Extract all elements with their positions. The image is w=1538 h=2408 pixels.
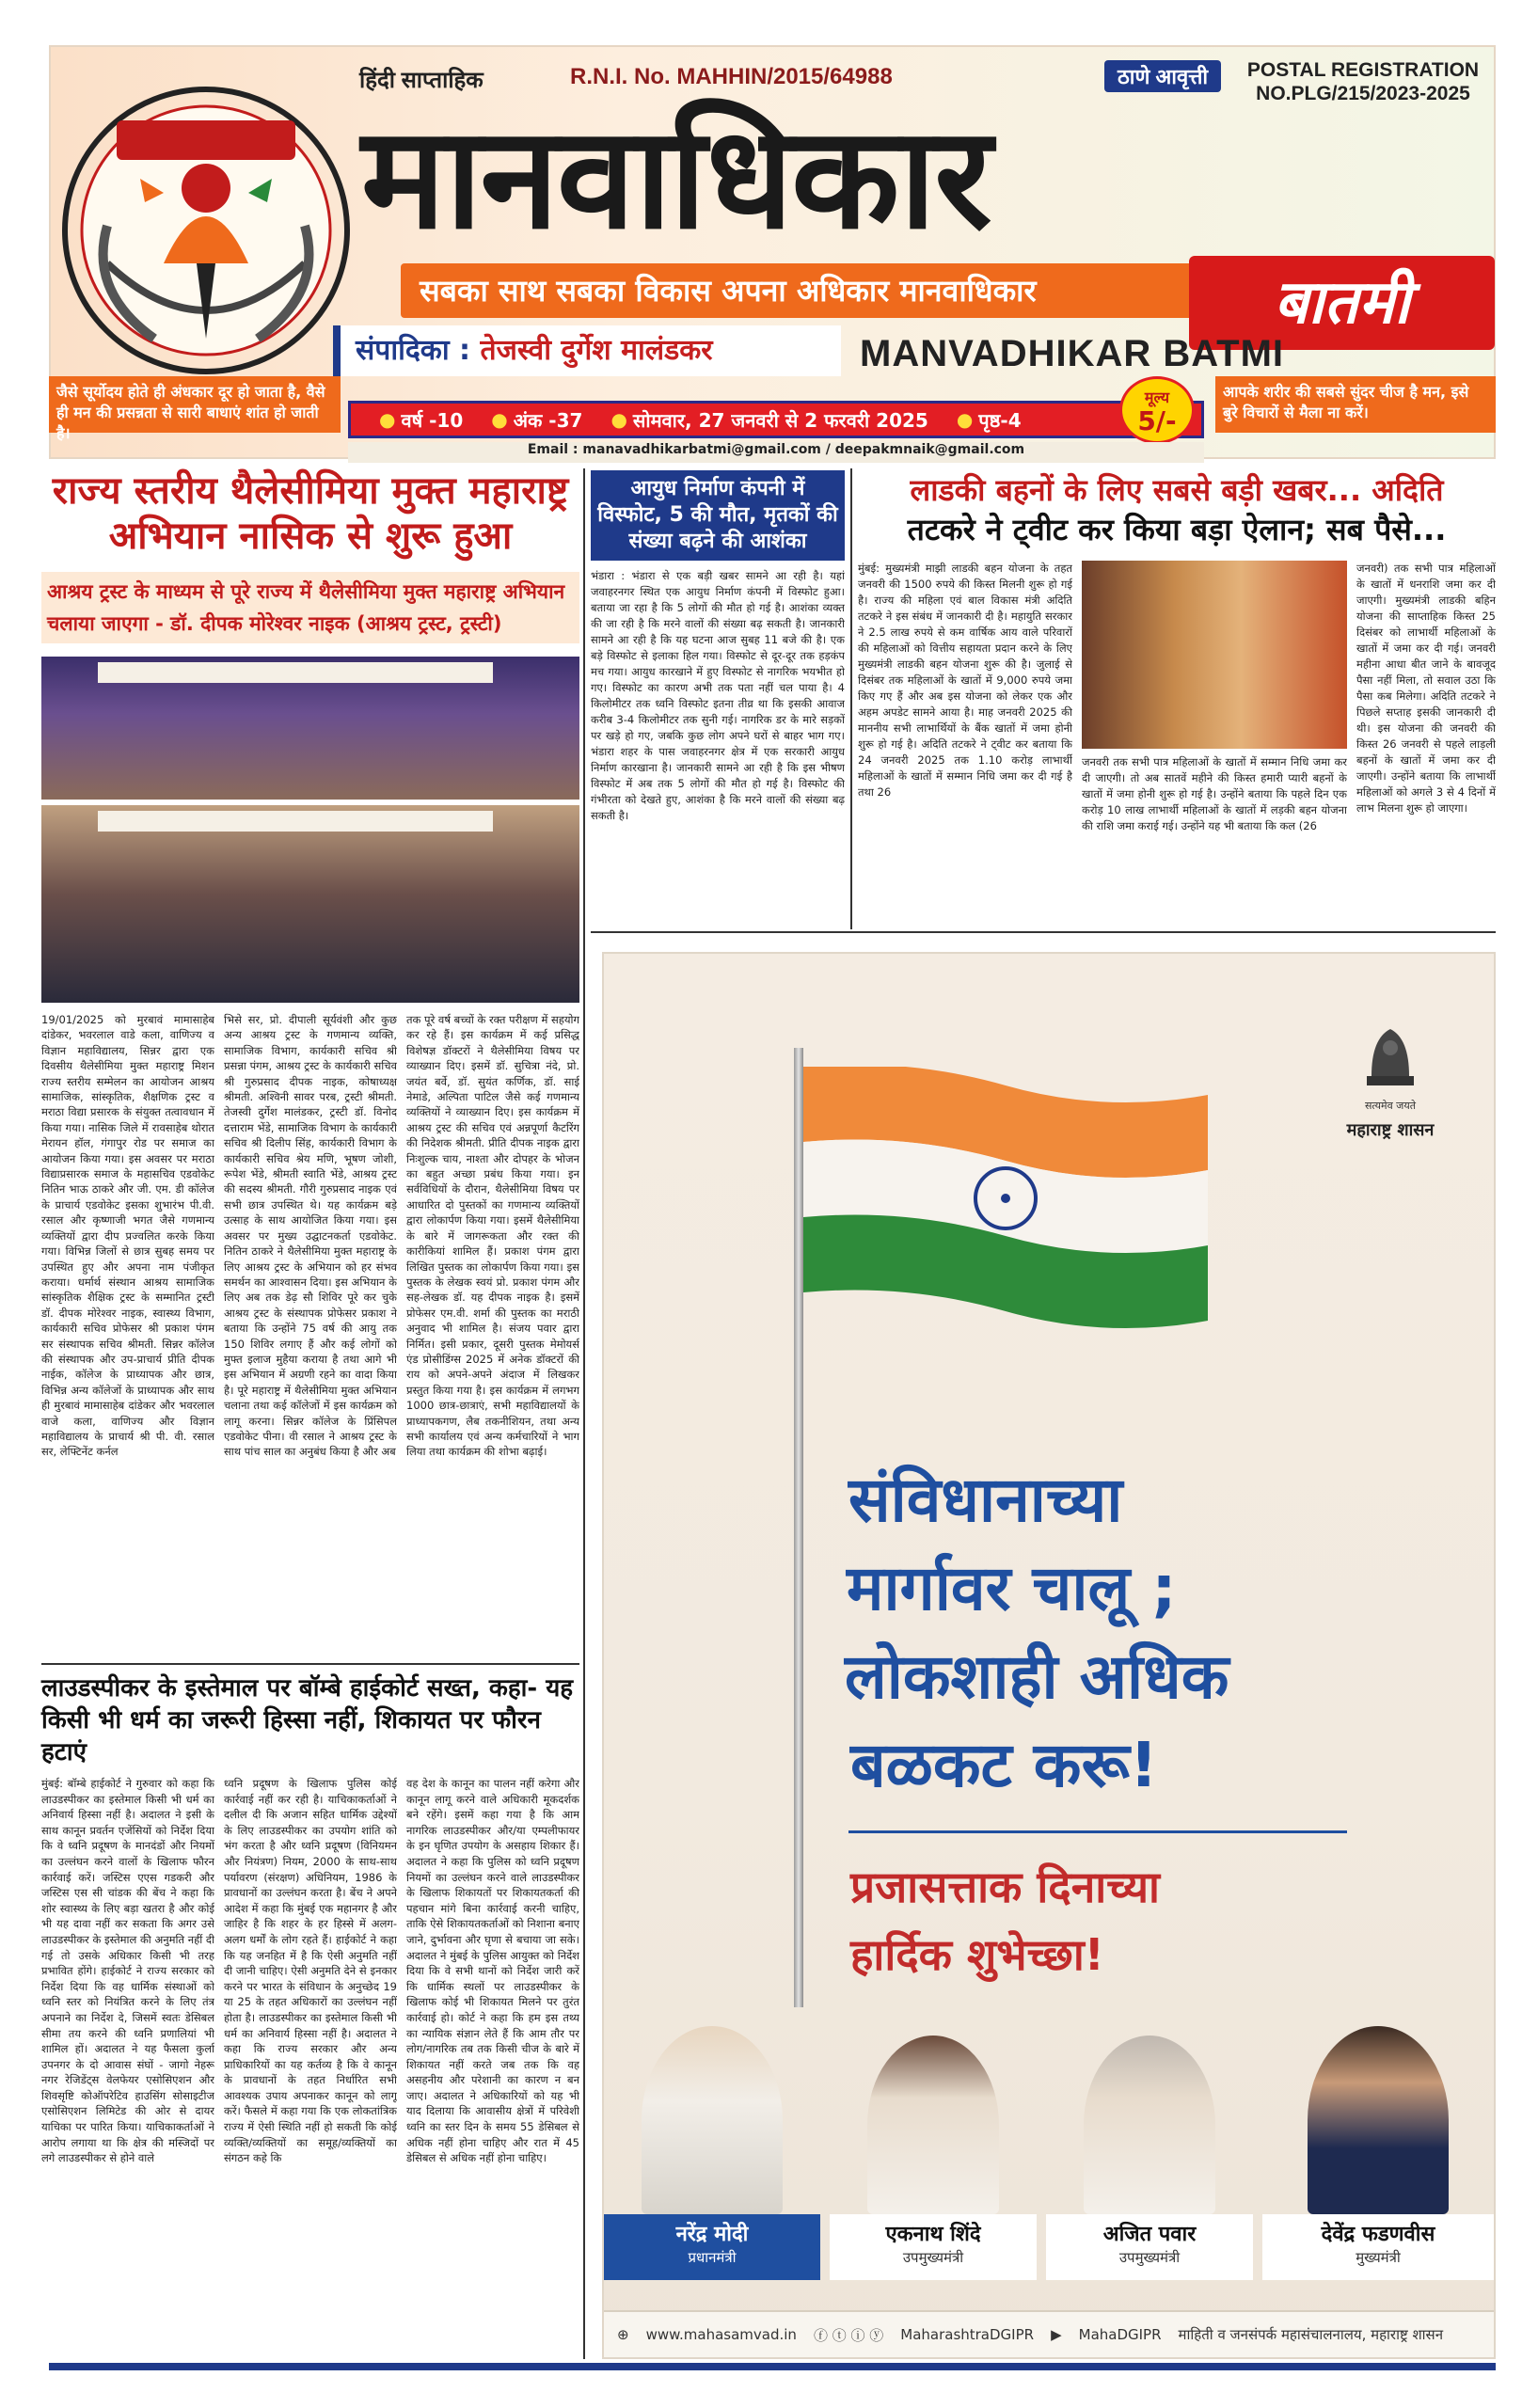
stage-banner <box>98 811 493 832</box>
article-loudspeaker <box>41 1672 579 2359</box>
leader-role: मुख्यमंत्री <box>1356 2249 1401 2266</box>
website-link[interactable]: www.mahasamvad.in <box>645 2326 797 2343</box>
article-body: भंडारा : भंडारा से एक बड़ी खबर सामने आ रही है। यहां जवाहरनगर स्थित एक आयुध निर्माण कंपनी में विस्फोट हुआ। बताया जा रहा है कि 5 लोगों की मौत हो गई है। आशंका व्यक्त की जा रही है कि मरने वालों की संख्या बढ़ सकती है। जानकारी सामने आ रही है कि यह घटना आज सुबह 11 बजे की है। एक बड़े विस्फोट से इलाका हिल गया। विस्फोट से दूर-दूर तक हड़कंप मच गया। आयुध कारखाने में हुए विस्फोट से नागरिक भयभीत हो गए। विस्फोट का कारण अभी तक पता नहीं चल पाया है। 4 किलोमीटर तक ध्वनि विस्फोट इतना तीव्र था कि इसकी आवाज करीब 3-4 किलोमीटर तक सुनी गई। नागरिक डर के मारे सड़कों पर खड़े हो गए, जबकि कुछ लोग अपने घरों से बाहर भाग गए। भंडारा शहर के पास जवाहरनगर क्षेत्र में एक सरकारी आयुध निर्माण कारखाना है। जानकारी सामने आ रही है कि इस भीषण विस्फोट में अब तक 5 लोगों की मौत हो गई है। विस्फोट की गंभीरता को देखते हुए, आशंका है कि मरने वालों की संख्या बढ़ सकती है। <box>591 569 845 822</box>
postal-registration <box>1245 58 1481 105</box>
article-thalassemia <box>41 468 579 1663</box>
article-title: आयुध निर्माण कंपनी में विस्फोट, 5 की मौत, मृतकों की संख्या बढ़ने की आशंका <box>591 470 845 561</box>
english-title: MANVADHIKAR BATMI <box>860 333 1285 374</box>
leader-nameplate <box>604 2214 820 2280</box>
editor-name: तेजस्वी दुर्गेश मालंडकर <box>480 334 713 367</box>
article-column: ध्वनि प्रदूषण के खिलाफ पुलिस कोई कार्रवाई नहीं कर रही है। याचिकाकर्ताओं ने दलील दी कि अजान सहित धार्मिक उद्देश्यों के लिए लाउडस्पीकर का उपयोग शांति को भंग करता है और ध्वनि प्रदूषण (विनियमन और नियंत्रण) नियम, 2000 के साथ-साथ पर्यावरण (संरक्षण) अधिनियम, 1986 के प्रावधानों का उल्लंघन करता है। बेंच ने अपने आदेश में कहा कि मुंबई एक महानगर है और जाहिर है कि शहर के हर हिस्से में अलग-अलग धर्मों के लोग रहते हैं। हाईकोर्ट ने कहा कि यह जनहित में है कि ऐसी अनुमति नहीं दी जानी चाहिए। ऐसी अनुमति देने से इनकार करने पर भारत के संविधान के अनुच्छेद 19 या 25 के तहत अधिकारों का उल्लंघन नहीं होता है। लाउडस्पीकर का इस्तेमाल किसी भी धर्म का अनिवार्य हिस्सा नहीं है। अदालत ने कहा कि राज्य सरकार और अन्य प्राधिकारियों का यह कर्तव्य है कि वे कानून के प्रावधानों के तहत निर्धारित सभी आवश्यक उपाय अपनाकर कानून को लागू करें। फैसले में कहा गया कि एक लोकतांत्रिक राज्य में ऐसी स्थिति नहीं हो सकती कि कोई व्यक्ति/व्यक्तियों का समूह/व्यक्तियों का संगठन कहे कि <box>224 1777 397 2165</box>
leader-name: देवेंद्र फडणवीस <box>1321 2223 1435 2246</box>
ad-headline-line: संविधानाच्या <box>848 1464 1123 1536</box>
page-bottom-bar <box>49 2363 1496 2370</box>
leader-card-pawar <box>1046 1998 1253 2280</box>
section-divider <box>41 1663 579 1665</box>
article-title-line-2: तटकरे ने ट्वीट कर किया बड़ा ऐलान; सब पैसे... <box>907 512 1447 547</box>
globe-icon: ⊕ <box>617 2326 629 2343</box>
logo-emblem-icon <box>51 75 361 386</box>
emblem <box>1343 1020 1437 1141</box>
audience-photo <box>41 805 579 1003</box>
pages-label: पृष्ठ-4 <box>978 408 1022 432</box>
edition-badge: ठाणे आवृत्ती <box>1104 60 1221 92</box>
quote-left: जैसे सूर्योदय होते ही अंधकार दूर हो जाता है, वैसे ही मन की प्रसन्नता से सारी बाधाएं शांत हो जाती है। <box>49 376 341 433</box>
price-label: मूल्य <box>1144 388 1170 406</box>
column-divider <box>850 468 852 929</box>
editor-label: संपादिका : <box>356 334 471 367</box>
article-column: जनवरी तक सभी पात्र महिलाओं के खातों में सम्मान निधि जमा कर दी जाएगी। तो अब सातवें महीने की किस्त हमारी प्यारी बहनों के खातों में जमा होनी शुरू हो गई है। उन्होंने बताया कि पहले दिन एक करोड़ 10 लाख लाभार्थी महिलाओं के खातों में लड़की बहन योजना की राशि जमा कराई गई। उन्होंने यह भी बताया कि कल (26 <box>1082 755 1347 832</box>
article-column: जनवरी) तक सभी पात्र महिलाओं के खातों में धनराशि जमा कर दी जाएगी। मुख्यमंत्री लाडकी बहिन योजना की साप्ताहिक किस्त 25 दिसंबर को लाभार्थी महिलाओं के खातों में जमा कर दी गई। जनवरी महीना आधा बीत जाने के बावजूद पैसा नहीं मिला, तो सवाल उठा कि पैसा कब मिलेगा। अदिति तटकरे ने पिछले सप्ताह इसकी जानकारी दी थी। इस योजना की जनवरी की किस्त 26 जनवरी से पहले लाड़ली बहनों के खातों में जमा कर दी जाएगी। उन्होंने बताया कि लाभार्थी महिलाओं को अगले 3 से 4 दिनों में लाभ मिलना शुरू हो जाएगा। <box>1356 562 1496 815</box>
price-value: 5/- <box>1137 405 1177 436</box>
batmi-title: बातमी <box>1189 256 1495 350</box>
leader-card-shinde <box>830 1998 1037 2280</box>
leader-portrait <box>642 2026 783 2214</box>
article-title: राज्य स्तरीय थैलेसीमिया मुक्त महाराष्ट्र अभियान नासिक से शुरू हुआ <box>52 469 569 558</box>
leader-portrait <box>1308 2026 1449 2214</box>
article-column: मुंबई: बॉम्बे हाईकोर्ट ने गुरुवार को कहा कि लाउडस्पीकर का इस्तेमाल किसी भी धर्म का अनिवार्य हिस्सा नहीं है। अदालत ने इसी के साथ कानून प्रवर्तन एजेंसियों को निर्देश दिया कि वे ध्वनि प्रदूषण के मानदंडों और नियमों का उल्लंघन करने वालों के खिलाफ फौरन कार्रवाई करें। जस्टिस एएस गडकरी और जस्टिस एस सी चांडक की बेंच ने कहा कि शोर स्वास्थ्य के लिए बड़ा खतरा है और कोई भी यह दावा नहीं कर सकता कि अगर उसे लाउडस्पीकर के इस्तेमाल की अनुमति नहीं दी गई तो उसके अधिकार किसी भी तरह प्रभावित होंगे। हाईकोर्ट ने राज्य सरकार को निर्देश दिया कि वह धार्मिक संस्थाओं को ध्वनि स्तर को नियंत्रित करने के लिए तंत्र अपनाने का निर्देश दे, जिसमें स्वतः डेसिबल सीमा तय करने की ध्वनि प्रणालियां भी शामिल हों। अदालत ने यह फैसला कुर्ला उपनगर के दो आवास संघों - जागो नेहरू नगर रेजिडेंट्स वेलफेयर एसोसिएशन और शिवसृष्टि कोऑपरेटिव हाउसिंग सोसाइटीज एसोसिएशन लिमिटेड की ओर से दायर याचिका पर पारित किया। याचिकाकर्ताओं ने आरोप लगाया था कि क्षेत्र की मस्जिदों पर लगे लाउडस्पीकर से होने वाले <box>41 1777 214 2165</box>
social-icons: ⓕ ⓣ ⓘ ⓨ <box>813 2326 884 2344</box>
ad-greeting-line: प्रजासत्ताक दिनाच्या <box>850 1861 1160 1912</box>
leader-role: उपमुख्यमंत्री <box>1118 2249 1181 2266</box>
info-bar <box>49 376 1496 461</box>
bullet-icon: ● <box>491 408 508 431</box>
weekly-label: हिंदी साप्ताहिक <box>359 68 484 93</box>
article-column: भिसे सर, प्रो. दीपाली सूर्यवंशी और कुछ अन्य आश्रय ट्रस्ट के गणमान्य व्यक्ति, सामाजिक विभाग, कार्यकारी सचिव श्री प्रसन्ना पंगम, आश्रय ट्रस्ट के कार्यकारी सचिव श्री गुरुप्रसाद दीपक नाइक, कोषाध्यक्ष श्रीमती. अश्विनी सावर परब, ट्रस्टी श्रीमती. तेजस्वी दुर्गेश मालंडकर, ट्रस्टी डॉ. विनोद दत्ताराम भेंडे, सामाजिक विभाग के कार्यकारी सचिव श्री दिलीप सिंह, कार्यकारी विभाग के कार्यकारी सचिव श्रेय मणि, भूषण जोशी, रूपेश भेंडे, श्रीमती स्वाति भेंडे, आश्रय ट्रस्ट की सदस्य श्रीमती. गौरी गुरुप्रसाद नाइक एवं सभी छात्र उपस्थित थे। यह कार्यक्रम बड़े उत्साह के साथ आयोजित किया गया। इस अवसर पर मुख्य उद्घाटनकर्ता एडवोकेट. नितिन ठाकरे ने थैलेसीमिया मुक्त महाराष्ट्र के लिए आश्रय ट्रस्ट के अभियान को हर संभव समर्थन का आश्वासन दिया। इस अभियान के लिए अब तक डेढ़ सौ शिविर पूरे कर चुके आश्रय ट्रस्ट के संस्थापक प्रोफेसर प्रकाश ने बताया कि उन्होंने 75 वर्ष की आयु तक 150 शिविर लगाए हैं और कई लोगों को मुफ्त इलाज मुहैया कराया है तथा आगे भी इस अभियान में अग्रणी रहने का वादा किया है। पूरे महाराष्ट्र में थैलेसीमिया मुक्त अभियान चलाना तथा कई कॉलेजों में इस कार्यक्रम को लागू करना। सिन्नर कॉलेज के प्रिंसिपल एडवोकेट पीना। वी रसाल ने आश्रय ट्रस्ट के साथ पांच साल का अनुबंध किया है और अब <box>224 1013 397 1459</box>
email-line: Email : manavadhikarbatmi@gmail.com / deepakmnaik@gmail.com <box>348 442 1204 463</box>
department-name: माहिती व जनसंपर्क महासंचालनालय, महाराष्ट्र शासन <box>1178 2326 1444 2343</box>
leader-nameplate <box>1046 2214 1253 2280</box>
article-ladki-bahin <box>858 470 1496 922</box>
social-handle[interactable]: MahaDGIPR <box>1078 2326 1162 2343</box>
bullet-icon: ● <box>956 408 974 431</box>
leader-name: नरेंद्र मोदी <box>675 2223 749 2246</box>
article-column: तक पूरे वर्ष बच्चों के रक्त परीक्षण में सहयोग कर रहे हैं। इस कार्यक्रम में कई प्रसिद्ध विशेषज्ञ डॉक्टरों ने थैलेसीमिया विषय पर व्याख्यान दिए। इसमें डॉ. सुचित्रा नंदे, प्रो. जयंत बर्वे, डॉ. सुयंत कर्णिक, डॉ. साई नेमाडे, अल्पिता पाटिल जैसे कई गणमान्य व्यक्तियों ने व्याख्यान दिए। इस कार्यक्रम में आश्रय ट्रस्ट की सचिव एवं अन्नपूर्णा कैटरिंग की निदेशक श्रीमती. प्रीति दीपक नाइक द्वारा निःशुल्क चाय, नाश्ता और दोपहर के भोजन का बहुत अच्छा प्रबंध किया गया। इन सर्वविधियों के दौरान, थैलेसीमिया विषय पर आधारित दो पुस्तकों का गणमान्य व्यक्तियों द्वारा लोकार्पण किया गया। इसमें थैलेसीमिया के बारे में जागरूकता और रक्त की कारीकियां शामिल हैं। प्रकाश पंगम द्वारा लिखित पुस्तक का लोकार्पण किया गया। इस पुस्तक के लेखक स्वयं प्रो. प्रकाश पंगम और सह-लेखक डॉ. यह दीपक नाइक है। इसमें प्रोफेसर एम.वी. शर्मा की पुस्तक का मराठी अनुवाद भी शामिल है। संजय पवार द्वारा निर्मित। इसी प्रकार, दूसरी पुस्तक मेमोयर्स एंड प्रोसीडिंग्स 2025 में अनेक डॉक्टरों की राय को अपने-अपने अंदाज में लिखकर प्रस्तुत किया गया है। इस कार्यक्रम में लगभग 1000 छात्र-छात्राएं, सभी महाविद्यालयों के प्राध्यापकगण, लैब तकनीशियन, तथा अन्य सभी कार्यालय एवं अन्य कर्मचारियों ने भाग लिया तथा कार्यक्रम की शोभा बढ़ाई। <box>406 1013 579 1459</box>
ad-headline-line: मार्गावर चालू ; <box>847 1552 1177 1624</box>
flag-pole <box>794 1048 803 2007</box>
issue-label: अंक -37 <box>513 408 583 432</box>
ashoka-emblem-icon <box>1357 1020 1423 1095</box>
article-column: 19/01/2025 को मुरबावं मामासाहेब दांडेकर, भवरलाल वाडे कला, वाणिज्य व विज्ञान महाविद्यालय, सिन्नर द्वारा एक दिवसीय थैलेसीमिया मुक्त महाराष्ट्र मिशन राज्य स्तरीय सम्मेलन का आयोजन आश्रय सामाजिक, सांस्कृतिक, शैक्षणिक ट्रस्ट व मराठा विद्या प्रसारक के संयुक्त तत्वावधान में किया गया। नासिक जिले में रावसाहेब थोरात मेरायन हॉल, गंगापुर रोड पर समाज का आयोजन किया गया। इस अवसर पर मराठा विद्याप्रसारक समाज के महासचिव एडवोकेट नितिन भाऊ ठाकरे और जी. एम. डी कॉलेज के प्राचार्य एडवोकेट इसका शुभारंभ पी.वी. रसाल और कृष्णाजी भगत जैसे गणमान्य व्यक्तियों द्वारा दीप प्रज्वलित करके किया गया। विभिन्न जिलों से छात्र सुबह समय पर उपस्थित हुए और अपना नाम पंजीकृत कराया। धर्मार्थ संस्थान आश्रय सामाजिक सांस्कृतिक शैक्षिक ट्रस्ट के सम्मानित ट्रस्टी डॉ. दीपक मोरेश्वर नाइक, स्वास्थ्य विभाग, कार्यकारी सचिव प्रोफेसर श्री प्रकाश पंगम सर संस्थापक सचिव श्रीमती. सिन्नर कॉलेज की संस्थापक और उप-प्राचार्य प्रीति दीपक नाईक, कॉलेज के प्राध्यापक और छात्र, विभिन्न अन्य कॉलेजों के प्राध्यापक और साथ ही मुरबावं मामासाहेब दांडेकर और भवरलाल वाजे कला, वाणिज्य और विज्ञान महाविद्यालय के प्राचार्य श्री पी. वी. रसाल सर, लेफ्टिनेंट कर्नल <box>41 1013 214 1459</box>
stage-banner <box>98 662 493 683</box>
column-divider <box>583 468 585 2359</box>
year-label: वर्ष -10 <box>401 408 464 432</box>
article-ordnance-blast <box>591 470 845 922</box>
leader-card-fadnavis <box>1262 1998 1494 2280</box>
leader-nameplate <box>830 2214 1037 2280</box>
government-name: महाराष्ट्र शासन <box>1346 1120 1435 1140</box>
ad-greeting-line: हार्दिक शुभेच्छा! <box>850 1929 1104 1980</box>
youtube-icon: ▶ <box>1051 2326 1062 2343</box>
women-beneficiaries-photo <box>1082 561 1347 749</box>
ad-headline-line: बळकट करू! <box>850 1729 1158 1801</box>
leader-nameplate <box>1262 2214 1494 2280</box>
price-badge <box>1119 376 1195 444</box>
issue-strip <box>348 401 1204 438</box>
article-title-line-1: लाडकी बहनों के लिए सबसे बड़ी खबर... अदिति <box>910 472 1444 508</box>
paper-title: मानवाधिकार <box>361 97 991 261</box>
emblem-motto: सत्यमेव जयते <box>1364 1100 1416 1112</box>
postal-line-1: POSTAL REGISTRATION <box>1246 59 1480 81</box>
article-title <box>858 470 1496 549</box>
article-column: मुंबई: मुख्यमंत्री माझी लाडकी बहन योजना के तहत जनवरी की 1500 रुपये की किस्त मिलनी शुरू हो गई है। राज्य की महिला एवं बाल विकास मंत्री अदिति तटकरे ने इस संबंध में जानकारी दी है। महायुति सरकार ने 2.5 लाख रुपये से कम वार्षिक आय वाले परिवारों की महिलाओं को वित्तीय सहायता प्रदान करने के लिए मुख्यमंत्री लाडकी बहन योजना शुरू की है। जुलाई से दिसंबर तक महिलाओं के खातों में 9,000 रुपये जमा किए गए हैं और अब इस योजना को लेकर एक और अहम अपडेट सामने आया है। माह जनवरी 2025 की माननीय सभी लाभार्थियों के बैंक खातों में जमा होनी शुरू हो गई है। अदिति तटकरे ने ट्वीट कर बताया कि 24 जनवरी 2025 तक 1.10 करोड़ लाभार्थी महिलाओं के खातों में सम्मान निधि जमा कर दी गई है तथा 26 <box>858 562 1072 799</box>
date-label: सोमवार, 27 जनवरी से 2 फरवरी 2025 <box>632 408 928 432</box>
event-photo <box>41 657 579 800</box>
leader-portrait <box>867 2036 999 2214</box>
slogan-bar: सबका साथ सबका विकास अपना अधिकार मानवाधिकार <box>401 263 1238 318</box>
article-column: वह देश के कानून का पालन नहीं करेगा और कानून लागू करने वाले अधिकारी मूकदर्शक बने रहेंगे। इसमें कहा गया है कि आम नागरिक लाउडस्पीकर और/या एम्पलीफायर के इन घृणित उपयोग के असहाय शिकार हैं। अदालत ने कहा कि पुलिस को ध्वनि प्रदूषण नियमों का उल्लंघन करने वाले लाउडस्पीकर के खिलाफ शिकायतों पर शिकायतकर्ता की पहचान मांगे बिना कार्रवाई करनी चाहिए, ताकि ऐसे शिकायतकर्ताओं को निशाना बनाए जाने, दुर्भावना और घृणा से बचाया जा सके। अदालत ने मुंबई के पुलिस आयुक्त को निर्देश दिया कि वे सभी थानों को निर्देश जारी करें कि धार्मिक स्थलों पर लाउडस्पीकर के खिलाफ कोई भी शिकायत मिलने पर तुरंत कार्रवाई हो। कोर्ट ने कहा कि हम इस तथ्य का न्यायिक संज्ञान लेते हैं कि आम तौर पर लोग/नागरिक तब तक किसी चीज के बारे में शिकायत नहीं करते जब तक कि वह असहनीय और परेशानी का कारण न बन जाए। अदालत ने अधिकारियों को यह भी याद दिलाया कि आवासीय क्षेत्रों में परिवेशी ध्वनि का स्तर दिन के समय 55 डेसिबल से अधिक नहीं होना चाहिए और रात में 45 डेसिबल से अधिक नहीं होना चाहिए। <box>406 1777 579 2165</box>
bullet-icon: ● <box>379 408 396 431</box>
republic-day-advert <box>602 952 1496 2359</box>
editor-bar <box>333 325 841 376</box>
rni-number: R.N.I. No. MAHHIN/2015/64988 <box>570 64 893 89</box>
social-handle[interactable]: MaharashtraDGIPR <box>900 2326 1035 2343</box>
leader-name: अजित पवार <box>1102 2223 1197 2246</box>
article-subtitle: आश्रय ट्रस्ट के माध्यम से पूरे राज्य में थैलेसीमिया मुक्त महाराष्ट्र अभियान चलाया जाएगा - डॉ. दीपक मोरेश्वर नाइक (आश्रय ट्रस्ट, ट्रस्टी) <box>41 572 579 643</box>
ad-headline-line: लोकशाही अधिक <box>845 1640 1229 1713</box>
section-divider <box>591 931 1496 933</box>
ad-footer <box>604 2310 1494 2357</box>
indian-flag-icon <box>803 1067 1208 1349</box>
ad-divider <box>848 1830 1347 1833</box>
leader-portrait <box>1084 2036 1215 2214</box>
quote-right: आपके शरीर की सबसे सुंदर चीज है मन, इसे बुरे विचारों से मैला ना करें। <box>1215 376 1496 433</box>
leader-role: उपमुख्यमंत्री <box>902 2249 964 2266</box>
leader-card-modi <box>604 1998 820 2280</box>
leader-name: एकनाथ शिंदे <box>885 2223 981 2246</box>
postal-line-2: NO.PLG/215/2023-2025 <box>1256 83 1470 104</box>
leader-role: प्रधानमंत्री <box>688 2249 737 2266</box>
article-title: लाउडस्पीकर के इस्तेमाल पर बॉम्बे हाईकोर्ट सख्त, कहा- यह किसी भी धर्म का जरूरी हिस्सा नहीं, शिकायत पर फौरन हटाएं <box>41 1674 574 1766</box>
bullet-icon: ● <box>610 408 627 431</box>
